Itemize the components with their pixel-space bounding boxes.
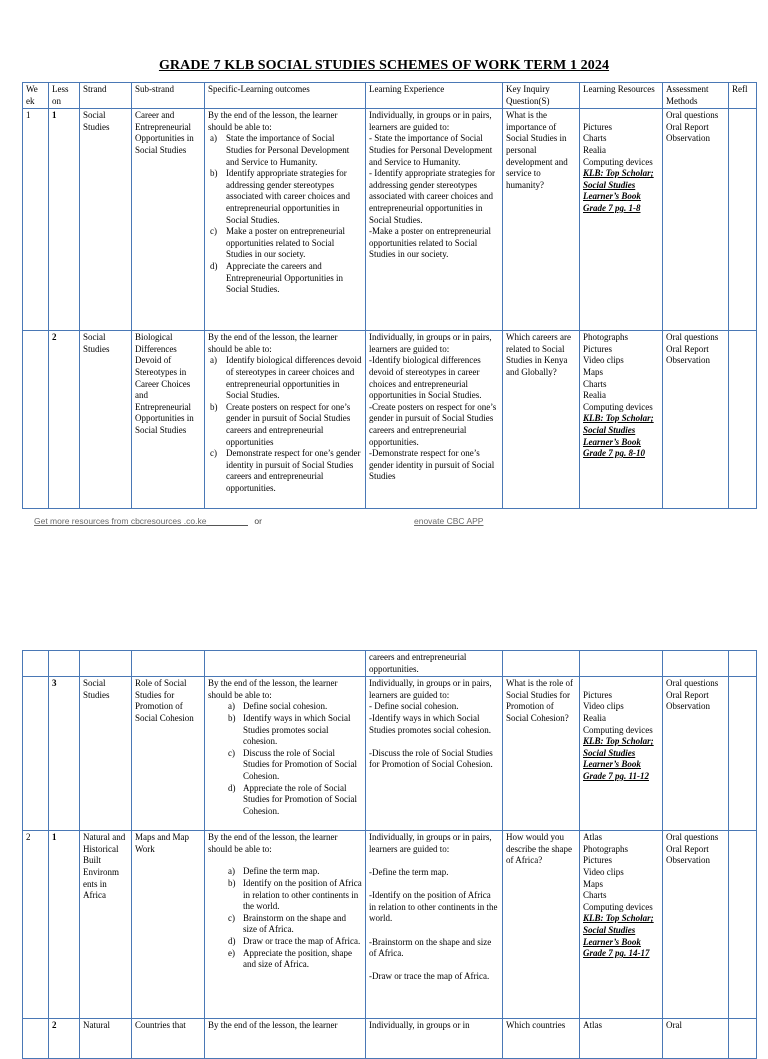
resources-cell [580, 331, 663, 509]
substrand-cell: Countries that [132, 1019, 205, 1059]
outcomes-intro: By the end of the lesson, the learner should be able to: [208, 832, 338, 854]
header-question: Key Inquiry Question(S) [503, 83, 580, 109]
resources-cell [580, 831, 663, 1019]
list-item: c) Brainstorm on the shape and size of Africa. [228, 912, 346, 935]
question-cell [503, 651, 580, 677]
textbook-reference: KLB: Top Scholar; Social Studies Learner’s Book Grade 7 pg. 11-12 [583, 736, 654, 781]
list-item: b) Create posters on respect for one’s gender in pursuit of Social Studies careers and entrepreneurial opportunities [210, 401, 351, 447]
question-cell: What is the role of Social Studies for Promotion of Social Cohesion? [503, 677, 580, 831]
lesson-cell: 2 [49, 331, 80, 509]
strand-cell: Social Studies [80, 677, 132, 831]
outcomes-cell: By the end of the lesson, the learner [205, 1019, 366, 1059]
textbook-reference: KLB: Top Scholar; Social Studies Learner’s Book Grade 7 pg. 8-10 [583, 413, 654, 459]
list-item: c) Demonstrate respect for one’s gender identity in pursuit of Social Studies careers and entrepreneurial opportunities. [210, 448, 361, 493]
resources-cell [580, 109, 663, 331]
header-experience: Learning Experience [366, 83, 503, 109]
list-item: c) Make a poster on entrepreneurial opportunities related to Social Studies in our society. [210, 226, 345, 260]
resources-cell [580, 651, 663, 677]
week-cell [23, 1019, 49, 1059]
lesson-cell: 1 [49, 109, 80, 331]
outcomes-list [208, 355, 362, 494]
lesson-cell: 2 [49, 1019, 80, 1059]
week-cell [23, 331, 49, 509]
list-item: c) Discuss the role of Social Studies for Promotion of Social Cohesion. [228, 747, 357, 781]
resources-list: Pictures Charts Realia Computing devices [583, 121, 653, 167]
header-week: We ek [23, 83, 49, 109]
experience-cell: Individually, in groups or in pairs, learners are guided to: -Define the term map. -Identify on the position of Africa in relation to other continents in the world. -Brainstorm on the shape and size of Africa. -Draw or trace the map of Africa. [366, 831, 503, 1019]
header-strand: Strand [80, 83, 132, 109]
substrand-cell: Career and Entrepreneurial Opportunities in Social Studies [132, 109, 205, 331]
lesson-cell [49, 651, 80, 677]
reflection-cell [729, 331, 757, 509]
outcomes-cell [205, 677, 366, 831]
spacer [208, 855, 362, 866]
strand-cell: Social Studies [80, 109, 132, 331]
week-cell [23, 677, 49, 831]
outcomes-list [208, 701, 362, 817]
assessment-cell: Oral [663, 1019, 729, 1059]
outcomes-list [208, 133, 362, 295]
question-cell: Which careers are related to Social Studies in Kenya and Globally? [503, 331, 580, 509]
textbook-reference: KLB: Top Scholar; Social Studies Learner’s Book Grade 7 pg. 1-8 [583, 168, 654, 213]
resources-cell [580, 677, 663, 831]
list-item: a) Identify biological differences devoid of stereotypes in career choices and entrepreneurial opportunities in Social Studies. [210, 355, 362, 401]
table-row [23, 331, 757, 509]
list-item: b) Identify ways in which Social Studies promotes social cohesion. [228, 712, 351, 747]
header-substrand: Sub-strand [132, 83, 205, 109]
assessment-cell: Oral questions Oral Report Observation [663, 109, 729, 331]
strand-cell: Natural and Historical Built Environm ents in Africa [80, 831, 132, 1019]
table-row [23, 831, 757, 1019]
footer-or: or [254, 516, 262, 526]
reflection-cell [729, 1019, 757, 1059]
week-cell: 1 [23, 109, 49, 331]
outcomes-intro: By the end of the lesson, the learner should be able to: [208, 678, 338, 700]
table-row [23, 677, 757, 831]
question-cell: What is the importance of Social Studies in personal development and service to humanity? [503, 109, 580, 331]
substrand-cell: Biological Differences Devoid of Stereotypes in Career Choices and Entrepreneurial Opportunities in Social Studies [132, 331, 205, 509]
substrand-cell [132, 651, 205, 677]
outcomes-cell [205, 331, 366, 509]
table-row [23, 1019, 757, 1059]
resources-cell: Atlas [580, 1019, 663, 1059]
experience-continuation: careers and entrepreneurial opportunities. [366, 651, 503, 677]
outcomes-cell [205, 651, 366, 677]
experience-cell: Individually, in groups or in pairs, learners are guided to: -Identify biological differences devoid of stereotypes in career choices and entrepreneurial opportunities in Social Studies. -Create posters on respect for one’s gender in pursuit of Social Studies careers and entrepreneurial opportunities. -Demonstrate respect for one’s gender identity in pursuit of Social Studies [366, 331, 503, 509]
header-resources: Learning Resources [580, 83, 663, 109]
outcomes-intro: By the end of the lesson, the learner should be able to: [208, 332, 338, 354]
strand-cell: Social Studies [80, 331, 132, 509]
assessment-cell: Oral questions Oral Report Observation [663, 677, 729, 831]
lesson-cell: 3 [49, 677, 80, 831]
list-item: a) State the importance of Social Studies for Personal Development and Service to Humanity. [210, 133, 350, 167]
outcomes-cell [205, 831, 366, 1019]
substrand-cell: Role of Social Studies for Promotion of Social Cohesion [132, 677, 205, 831]
list-item: d) Appreciate the careers and Entrepreneurial Opportunities in Social Studies. [210, 260, 343, 295]
scheme-table-page-1 [22, 82, 757, 509]
experience-cell: Individually, in groups or in [366, 1019, 503, 1059]
resources-list: Atlas Photographs Pictures Video clips Maps Charts Computing devices [583, 832, 653, 912]
list-item: e) Appreciate the position, shape and size of Africa. [228, 947, 352, 970]
outcomes-list [208, 866, 362, 970]
list-item: d) Draw or trace the map of Africa. [228, 935, 361, 946]
list-item: d) Appreciate the role of Social Studies for Promotion of Social Cohesion. [228, 782, 357, 816]
strand-cell [80, 651, 132, 677]
week-cell: 2 [23, 831, 49, 1019]
header-lesson: Less on [49, 83, 80, 109]
list-item: a) Define the term map. [228, 866, 320, 877]
question-cell: Which countries [503, 1019, 580, 1059]
header-reflection: Refl [729, 83, 757, 109]
strand-cell: Natural [80, 1019, 132, 1059]
reflection-cell [729, 651, 757, 677]
reflection-cell [729, 677, 757, 831]
substrand-cell: Maps and Map Work [132, 831, 205, 1019]
cbcresources-link[interactable]: Get more resources from cbcresources .co.ke [34, 516, 207, 526]
reflection-cell [729, 831, 757, 1019]
table-row [23, 109, 757, 331]
enovate-app-link[interactable]: enovate CBC APP [414, 516, 484, 526]
lesson-cell: 1 [49, 831, 80, 1019]
resources-list: Pictures Video clips Realia Computing devices [583, 689, 653, 735]
page-footer [34, 516, 734, 526]
experience-cell: Individually, in groups or in pairs, learners are guided to: - State the importance of Social Studies for Personal Development and Service to Humanity. - Identify appropriate strategies for addressing gender stereotypes associated with career choices and entrepreneurial opportunities in Social Studies. -Make a poster on entrepreneurial opportunities related to Social Studies in our society. [366, 109, 503, 331]
footer-underline [206, 525, 248, 526]
scheme-table-page-2 [22, 650, 757, 1059]
list-item: b) Identify on the position of Africa in relation to other continents in the world. [228, 877, 362, 912]
table-header-row [23, 83, 757, 109]
page-title: GRADE 7 KLB SOCIAL STUDIES SCHEMES OF WORK TERM 1 2024 [158, 58, 610, 73]
outcomes-cell [205, 109, 366, 331]
header-assessment: Assessment Methods [663, 83, 729, 109]
resources-list: Photographs Pictures Video clips Maps Charts Realia Computing devices [583, 332, 653, 412]
experience-cell: Individually, in groups or in pairs, learners are guided to: - Define social cohesion. -Identify ways in which Social Studies promotes social cohesion. -Discuss the role of Social Studies for Promotion of Social Cohesion. [366, 677, 503, 831]
week-cell [23, 651, 49, 677]
assessment-cell: Oral questions Oral Report Observation [663, 831, 729, 1019]
assessment-cell [663, 651, 729, 677]
list-item: a) Define social cohesion. [228, 701, 328, 712]
table-row [23, 651, 757, 677]
reflection-cell [729, 109, 757, 331]
outcomes-intro: By the end of the lesson, the learner should be able to: [208, 110, 338, 132]
list-item: b) Identify appropriate strategies for addressing gender stereotypes associated with career choices and entrepreneurial opportunities in Social Studies. [210, 168, 350, 225]
question-cell: How would you describe the shape of Africa? [503, 831, 580, 1019]
textbook-reference: KLB: Top Scholar; Social Studies Learner’s Book Grade 7 pg. 14-17 [583, 913, 654, 959]
header-outcomes: Specific-Learning outcomes [205, 83, 366, 109]
assessment-cell: Oral questions Oral Report Observation [663, 331, 729, 509]
